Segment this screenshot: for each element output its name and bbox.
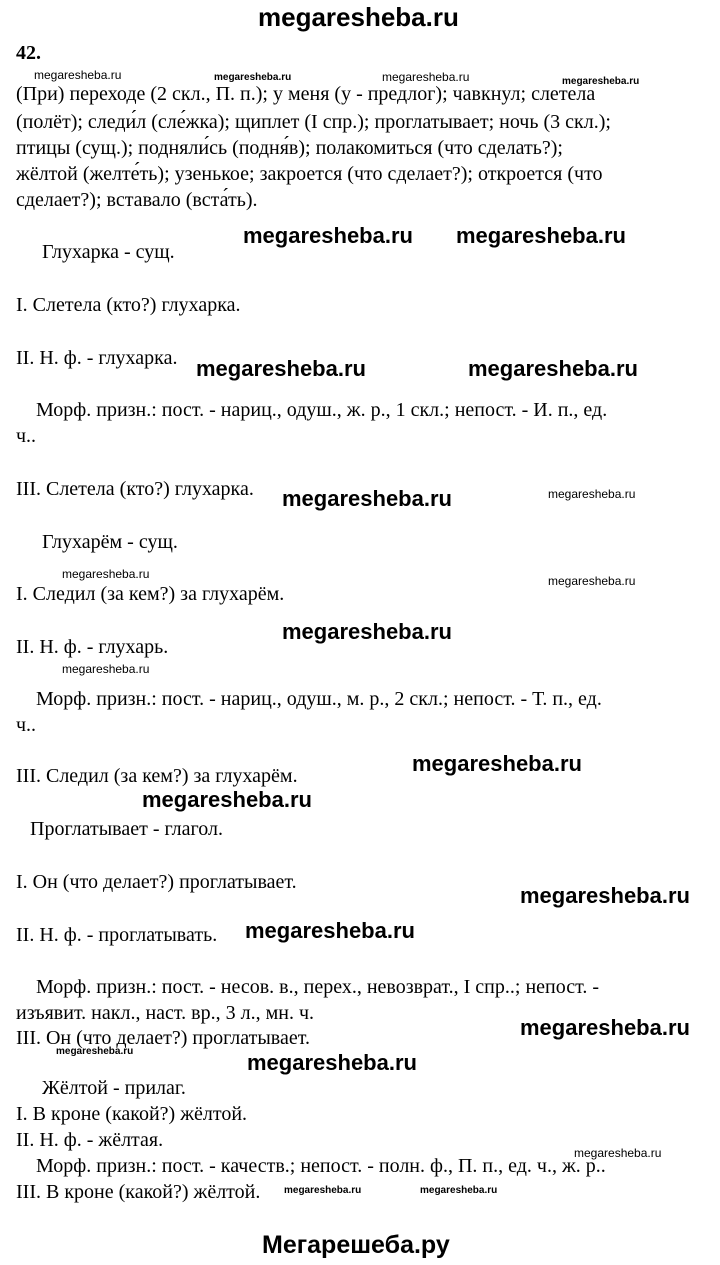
site-header: megaresheba.ru [258, 2, 459, 32]
watermark: megaresheba.ru [282, 619, 452, 644]
watermark-tiny: megaresheba.ru [562, 76, 640, 87]
watermark: megaresheba.ru [412, 751, 582, 776]
parse-line: I. Он (что делает?) проглатывает. [16, 871, 297, 893]
section-title: Глухарём - сущ. [42, 531, 178, 553]
site-footer: Мегарешеба.ру [262, 1231, 450, 1259]
watermark: megaresheba.ru [456, 223, 626, 248]
watermark: megaresheba.ru [196, 356, 366, 381]
parse-line: II. Н. ф. - жёлтая. [16, 1129, 164, 1151]
intro-line: сделает?); вставало (вста́ть). [16, 189, 258, 211]
watermark-tiny: megaresheba.ru [284, 1185, 362, 1196]
watermark-small: megaresheba.ru [62, 662, 150, 676]
parse-line: III. В кроне (какой?) жёлтой. [16, 1181, 261, 1203]
watermark: megaresheba.ru [247, 1050, 417, 1075]
parse-line: I. В кроне (какой?) жёлтой. [16, 1103, 248, 1125]
watermark-small: megaresheba.ru [548, 487, 636, 501]
morph-line: изъявит. накл., наст. вр., 3 л., мн. ч. [16, 1002, 314, 1024]
intro-line: (При) переходе (2 скл., П. п.); у меня (у - предлог); чавкнул; слетела [16, 83, 596, 105]
watermark-tiny: megaresheba.ru [56, 1046, 134, 1057]
watermark: megaresheba.ru [243, 223, 413, 248]
exercise-number: 42. [16, 42, 41, 64]
watermark: megaresheba.ru [245, 918, 415, 943]
watermark-small: megaresheba.ru [548, 574, 636, 588]
parse-line: I. Следил (за кем?) за глухарём. [16, 583, 285, 605]
morph-line: Морф. призн.: пост. - качеств.; непост. - полн. ф., П. п., ед. ч., ж. р.. [36, 1155, 606, 1177]
section-title: Глухарка - сущ. [42, 241, 175, 263]
watermark: megaresheba.ru [520, 1015, 690, 1040]
morph-line: Морф. призн.: пост. - несов. в., перех., невозврат., I спр..; непост. - [36, 976, 599, 998]
morph-line: Морф. призн.: пост. - нариц., одуш., м. р., 2 скл.; непост. - Т. п., ед. [36, 688, 602, 710]
watermark: megaresheba.ru [520, 883, 690, 908]
watermark: megaresheba.ru [468, 356, 638, 381]
watermark-small: megaresheba.ru [382, 70, 470, 84]
morph-line: ч.. [16, 714, 37, 736]
watermark: megaresheba.ru [282, 486, 452, 511]
parse-line: II. Н. ф. - глухарка. [16, 347, 178, 369]
watermark-small: megaresheba.ru [34, 68, 122, 82]
parse-line: II. Н. ф. - глухарь. [16, 636, 169, 658]
parse-line: I. Слетела (кто?) глухарка. [16, 294, 241, 316]
watermark: megaresheba.ru [142, 787, 312, 812]
watermark-small: megaresheba.ru [574, 1146, 662, 1160]
parse-line: II. Н. ф. - проглатывать. [16, 924, 218, 946]
watermark-tiny: megaresheba.ru [420, 1185, 498, 1196]
intro-line: птицы (сущ.); подняли́сь (подня́в); полакомиться (что сделать?); [16, 137, 563, 159]
intro-line: (полёт); следи́л (сле́жка); щиплет (I спр.); проглатывает; ночь (3 скл.); [16, 111, 611, 133]
parse-line: III. Он (что делает?) проглатывает. [16, 1027, 310, 1049]
morph-line: ч.. [16, 425, 37, 447]
section-title: Проглатывает - глагол. [30, 818, 223, 840]
watermark-tiny: megaresheba.ru [214, 72, 292, 83]
section-title: Жёлтой - прилаг. [42, 1077, 186, 1099]
parse-line: III. Следил (за кем?) за глухарём. [16, 765, 298, 787]
intro-line: жёлтой (желте́ть); узенькое; закроется (что сделает?); откроется (что [16, 163, 603, 185]
morph-line: Морф. призн.: пост. - нариц., одуш., ж. р., 1 скл.; непост. - И. п., ед. [36, 399, 608, 421]
parse-line: III. Слетела (кто?) глухарка. [16, 478, 254, 500]
watermark-small: megaresheba.ru [62, 567, 150, 581]
